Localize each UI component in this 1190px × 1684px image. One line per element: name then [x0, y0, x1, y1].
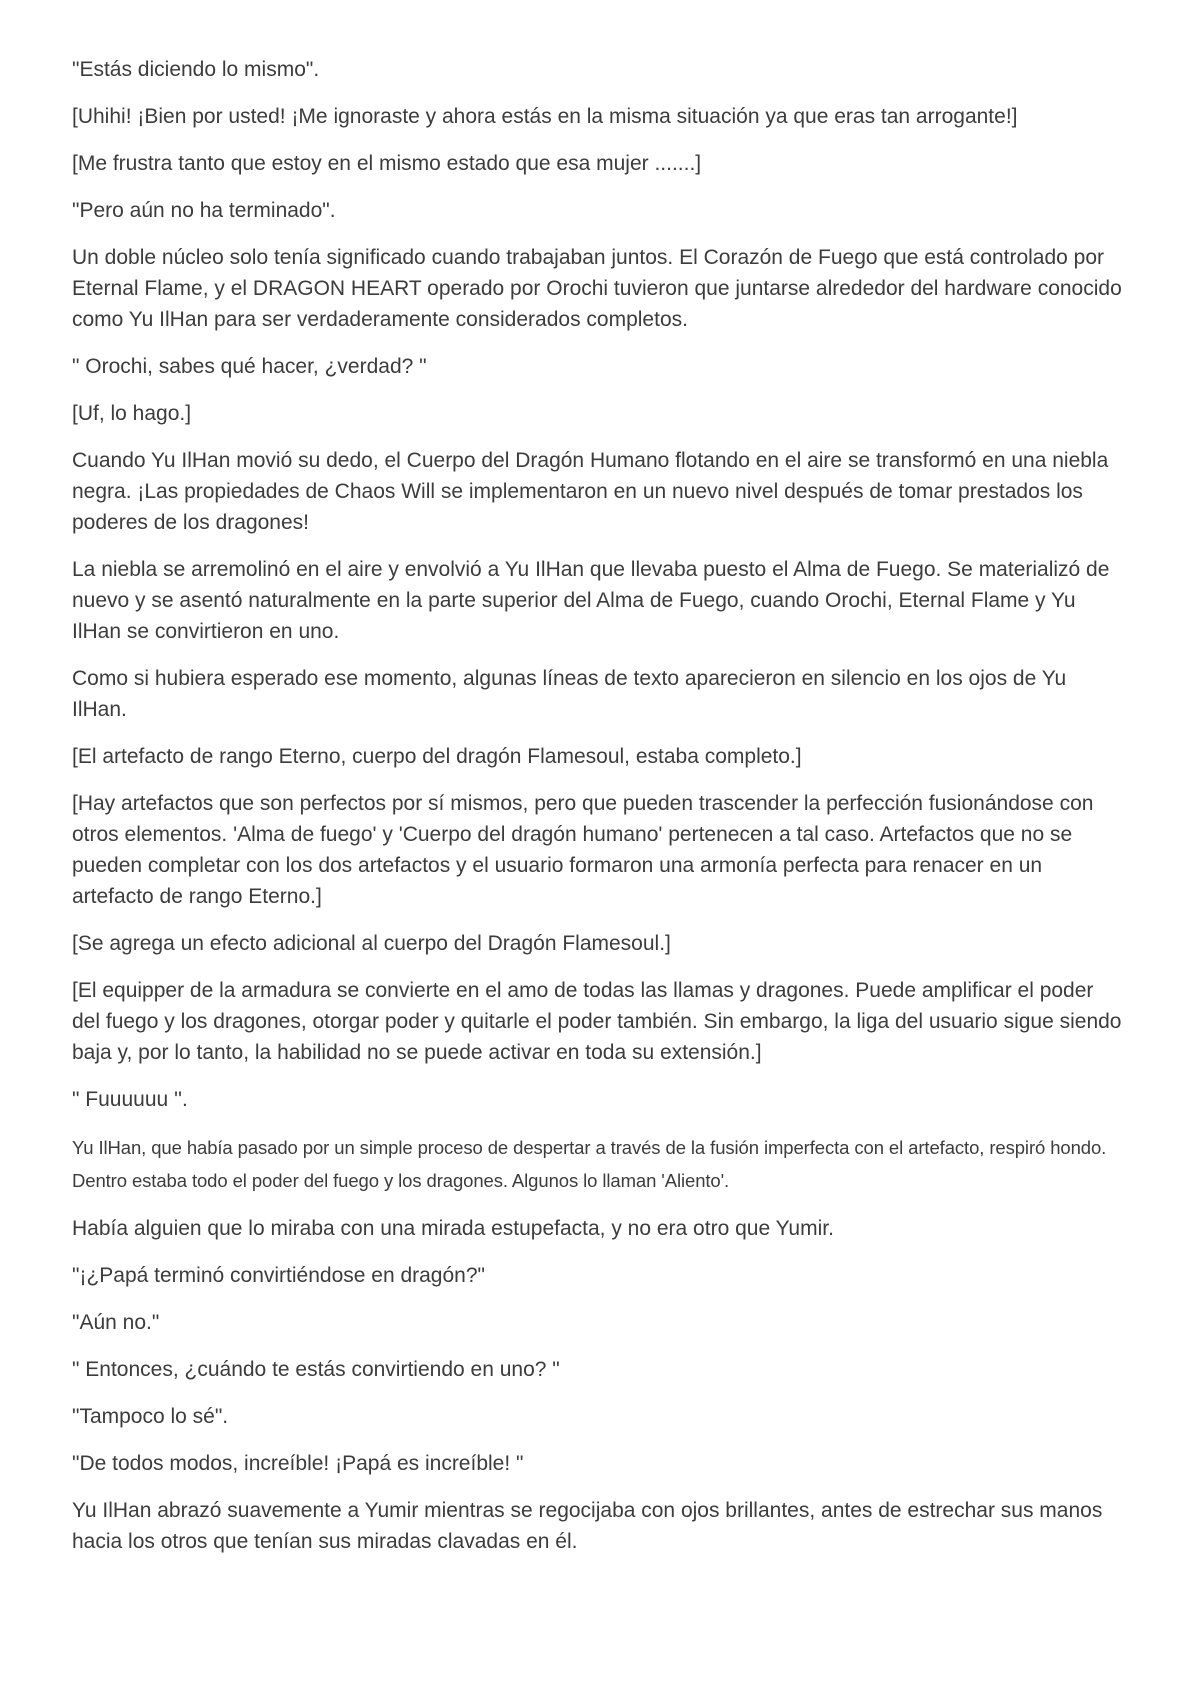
- paragraph-6: " Orochi, sabes qué hacer, ¿verdad? ": [72, 355, 427, 378]
- paragraph-11: [El artefacto de rango Eterno, cuerpo del dragón Flamesoul, estaba completo.]: [72, 745, 802, 768]
- paragraph-20: " Entonces, ¿cuándo te estás convirtiendo en uno? ": [72, 1358, 560, 1381]
- paragraph-23: Yu IlHan abrazó suavemente a Yumir mientras se regocijaba con ojos brillantes, antes de estrechar sus manos hacia los otros que tenían sus miradas clavadas en él.: [72, 1499, 1103, 1553]
- paragraph-2: [Uhihi! ¡Bien por usted! ¡Me ignoraste y ahora estás en la misma situación ya que eras tan arrogante!]: [72, 105, 1018, 128]
- paragraph-4: "Pero aún no ha terminado".: [72, 199, 336, 222]
- paragraph-19: "Aún no.": [72, 1311, 160, 1334]
- paragraph-22: "De todos modos, increíble! ¡Papá es increíble! ": [72, 1452, 524, 1475]
- paragraph-1: "Estás diciendo lo mismo".: [72, 58, 320, 81]
- paragraph-12: [Hay artefactos que son perfectos por sí mismos, pero que pueden trascender la perfección fusionándose con otros elementos. 'Alma de fuego' y 'Cuerpo del dragón humano' pertenecen a tal caso. Artefactos que no se pueden completar con los dos artefactos y el usuario formaron una armonía perfecta para renacer en un artefacto de rango Eterno.]: [72, 792, 1094, 908]
- paragraph-10: Como si hubiera esperado ese momento, algunas líneas de texto aparecieron en silencio en los ojos de Yu IlHan.: [72, 667, 1067, 721]
- paragraph-5: Un doble núcleo solo tenía significado cuando trabajaban juntos. El Corazón de Fuego que está controlado por Eternal Flame, y el DRAGON HEART operado por Orochi tuvieron que juntarse alrededor del hardware conocido como Yu IlHan para ser verdaderamente considerados completos.: [72, 246, 1122, 331]
- paragraph-16: Yu IlHan, que había pasado por un simple proceso de despertar a través de la fusión imperfecta con el artefacto, respiró hondo. Dentro estaba todo el poder del fuego y los dragones. Algunos lo llaman 'Aliento'.: [72, 1137, 1107, 1191]
- document-page: [72, 54, 1122, 1573]
- paragraph-17: Había alguien que lo miraba con una mirada estupefacta, y no era otro que Yumir.: [72, 1217, 834, 1240]
- paragraph-8: Cuando Yu IlHan movió su dedo, el Cuerpo del Dragón Humano flotando en el aire se transformó en una niebla negra. ¡Las propiedades de Chaos Will se implementaron en un nuevo nivel después de tomar prestados los poderes de los dragones!: [72, 449, 1109, 534]
- paragraph-7: [Uf, lo hago.]: [72, 402, 192, 425]
- paragraph-15: " Fuuuuuu ''.: [72, 1088, 188, 1111]
- paragraph-3: [Me frustra tanto que estoy en el mismo estado que esa mujer .......]: [72, 152, 702, 175]
- paragraph-13: [Se agrega un efecto adicional al cuerpo del Dragón Flamesoul.]: [72, 932, 671, 955]
- paragraph-14: [El equipper de la armadura se convierte en el amo de todas las llamas y dragones. Puede amplificar el poder del fuego y los dragones, otorgar poder y quitarle el poder también. Sin embargo, la liga del usuario sigue siendo baja y, por lo tanto, la habilidad no se puede activar en toda su extensión.]: [72, 979, 1122, 1064]
- paragraph-18: "¡¿Papá terminó convirtiéndose en dragón?": [72, 1264, 485, 1287]
- paragraph-21: "Tampoco lo sé".: [72, 1405, 229, 1428]
- paragraph-9: La niebla se arremolinó en el aire y envolvió a Yu IlHan que llevaba puesto el Alma de Fuego. Se materializó de nuevo y se asentó naturalmente en la parte superior del Alma de Fuego, cuando Orochi, Eternal Flame y Yu IlHan se convirtieron en uno.: [72, 558, 1110, 643]
